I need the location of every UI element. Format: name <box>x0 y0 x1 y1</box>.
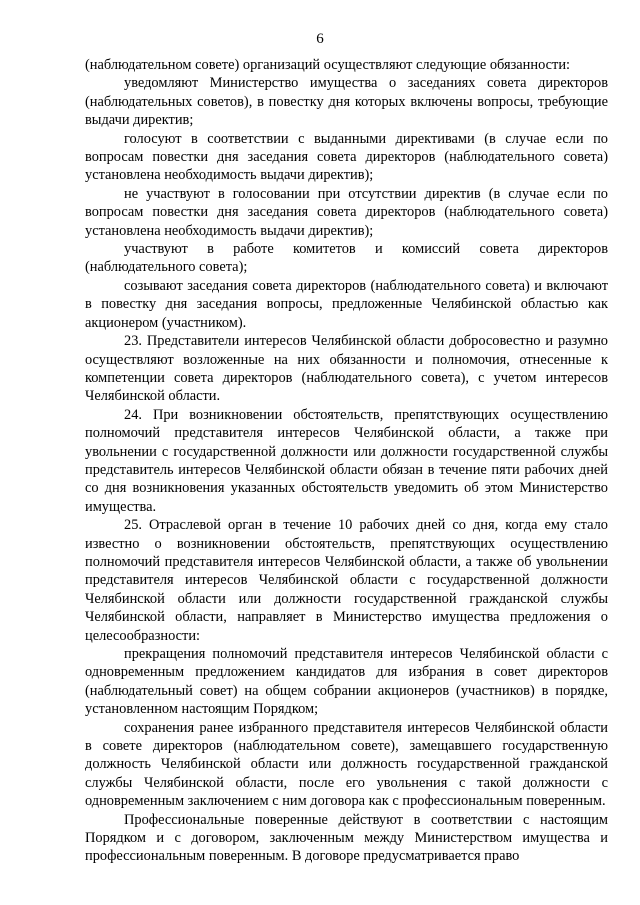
page-number: 6 <box>316 31 324 47</box>
paragraph-clause-23: 23. Представители интересов Челябинской области добросовестно и разумно осуществляют возложенные на них обязанности и полномочия, отнесенные к компетенции совета директоров (наблюдательного совета), с учетом интересов Челябинской области. <box>85 333 608 405</box>
paragraph-participate-committees: участвуют в работе комитетов и комиссий совета директоров (наблюдательного совета); <box>85 241 608 276</box>
paragraph-convene-meetings: созывают заседания совета директоров (наблюдательного совета) и включают в повестку дня заседания вопросы, предложенные Челябинской областью как акционером (участником). <box>85 277 608 331</box>
paragraph-continuation: (наблюдательном совете) организаций осуществляют следующие обязанности: <box>85 57 571 73</box>
paragraph-termination-of-powers: прекращения полномочий представителя интересов Челябинской области с одновременным предложением кандидатов для избрания в совет директоров (наблюдательный совет) на общем собрании акционеров (участников) в порядке, установленном настоящим Порядком; <box>85 646 608 718</box>
paragraph-no-vote-without-directives: не участвуют в голосовании при отсутствии директив (в случае если по вопросам повестки дня заседания совета директоров (наблюдательного совета) установлена необходимость выдачи директив); <box>85 185 608 239</box>
paragraph-clause-25: 25. Отраслевой орган в течение 10 рабочих дней со дня, когда ему стало известно о возникновении обстоятельств, препятствующих осуществлению полномочий представителя интересов Челябинской области, а также об увольнении представителя интересов Челябинской области с государственной должности Челябинской области или должности государственной гражданской службы Челябинской области, направляет в Министерство имущества предложения о целесообразности: <box>85 517 608 644</box>
paragraph-clause-24: 24. При возникновении обстоятельств, препятствующих осуществлению полномочий представителя интересов Челябинской области, а также при увольнении с государственной должности или должности государственной службы представитель интересов Челябинской области обязан в течение пяти рабочих дней со дня возникновения указанных обстоятельств уведомить об этом Министерство имущества. <box>85 406 608 515</box>
paragraph-notify-meetings: уведомляют Министерство имущества о заседаниях совета директоров (наблюдательных советов), в повестку дня которых включены вопросы, требующие выдачи директив; <box>85 75 608 129</box>
paragraph-professional-attorneys: Профессиональные поверенные действуют в соответствии с настоящим Порядком и с договором, заключенным между Министерством имущества и профессиональным поверенным. В договоре предусматривается право <box>85 811 608 865</box>
document-body <box>85 56 608 866</box>
paragraph-vote-per-directives: голосуют в соответствии с выданными директивами (в случае если по вопросам повестки дня заседания совета директоров (наблюдательного совета) установлена необходимость выдачи директив); <box>85 130 608 184</box>
paragraph-retention-of-representative: сохранения ранее избранного представителя интересов Челябинской области в совете директоров (наблюдательном совете), замещавшего государственную должность Челябинской области или должность государственной гражданской службы Челябинской области, после его увольнения с такой должности с одновременным заключением с ним договора как с профессиональным поверенным. <box>85 719 608 810</box>
